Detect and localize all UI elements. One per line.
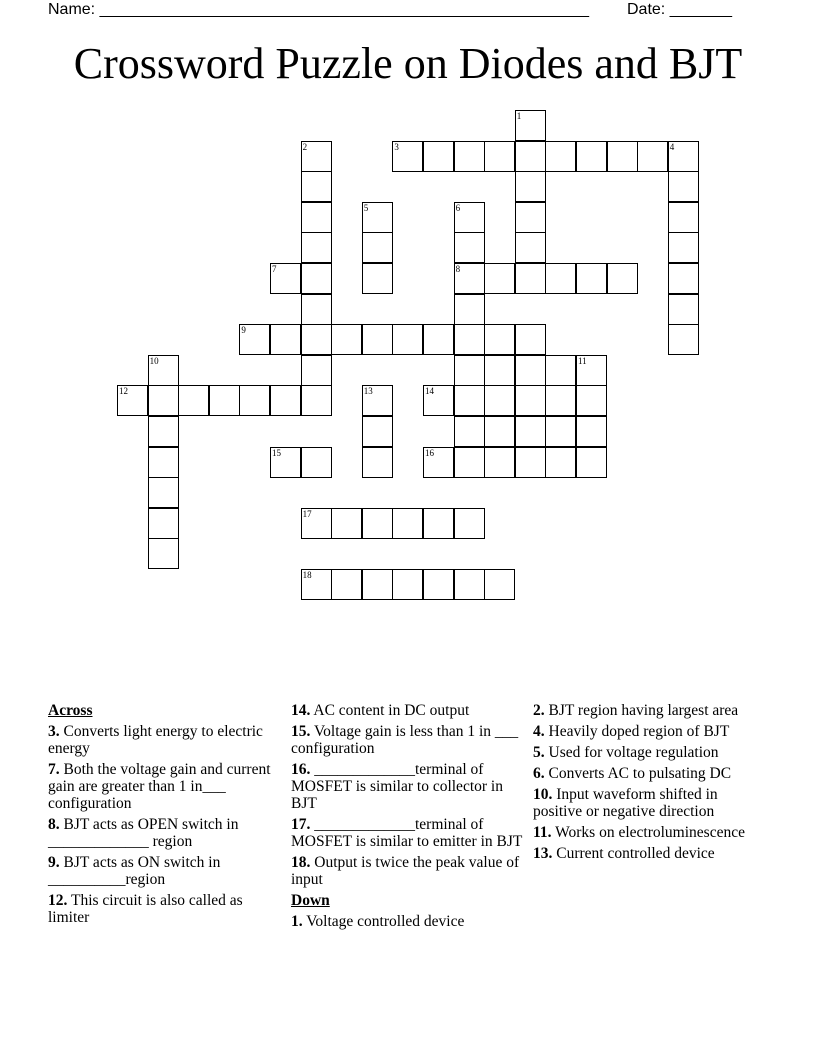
grid-cell[interactable] bbox=[668, 202, 699, 233]
grid-cell[interactable] bbox=[454, 385, 485, 416]
grid-cell[interactable] bbox=[117, 385, 148, 416]
grid-cell[interactable] bbox=[270, 385, 301, 416]
clues-column-1 bbox=[48, 702, 280, 930]
grid-cell[interactable] bbox=[148, 477, 179, 508]
grid-cell[interactable] bbox=[454, 508, 485, 539]
grid-cell[interactable] bbox=[331, 508, 362, 539]
grid-cell[interactable] bbox=[576, 263, 607, 294]
grid-cell[interactable] bbox=[515, 324, 546, 355]
clue-across-15: 15. Voltage gain is less than 1 in ___ configuration bbox=[291, 723, 519, 757]
clues-column-3 bbox=[533, 702, 765, 866]
grid-cell[interactable] bbox=[515, 202, 546, 233]
grid-cell[interactable] bbox=[423, 385, 454, 416]
grid-cell[interactable] bbox=[668, 141, 699, 172]
grid-cell[interactable] bbox=[545, 416, 576, 447]
grid-cell[interactable] bbox=[454, 324, 485, 355]
grid-cell[interactable] bbox=[423, 141, 454, 172]
clue-across-9: 9. BJT acts as ON switch in __________region bbox=[48, 854, 221, 888]
grid-cell[interactable] bbox=[545, 263, 576, 294]
grid-cell[interactable] bbox=[607, 141, 638, 172]
clue-number-17: 17 bbox=[302, 508, 312, 519]
grid-cell[interactable] bbox=[668, 263, 699, 294]
date-field[interactable]: Date: _______ bbox=[627, 1, 732, 18]
grid-cell[interactable] bbox=[362, 232, 393, 263]
grid-cell[interactable] bbox=[515, 447, 546, 478]
grid-cell[interactable] bbox=[301, 324, 332, 355]
grid-cell[interactable] bbox=[515, 385, 546, 416]
grid-cell[interactable] bbox=[668, 232, 699, 263]
name-field[interactable]: Name: _______________________________________________________ bbox=[48, 1, 589, 18]
grid-cell[interactable] bbox=[331, 569, 362, 600]
clue-number-10: 10 bbox=[149, 355, 159, 366]
grid-cell[interactable] bbox=[515, 171, 546, 202]
grid-cell[interactable] bbox=[668, 324, 699, 355]
grid-cell[interactable] bbox=[454, 232, 485, 263]
grid-cell[interactable] bbox=[362, 569, 393, 600]
grid-cell[interactable] bbox=[362, 385, 393, 416]
grid-cell[interactable] bbox=[454, 202, 485, 233]
grid-cell[interactable] bbox=[148, 416, 179, 447]
grid-cell[interactable] bbox=[301, 569, 332, 600]
grid-cell[interactable] bbox=[454, 355, 485, 386]
grid-cell[interactable] bbox=[515, 355, 546, 386]
clue-down-5: 5. Used for voltage regulation bbox=[533, 744, 719, 761]
clue-across-16: 16. _____________terminal of MOSFET is similar to collector in BJT bbox=[291, 761, 503, 812]
grid-cell[interactable] bbox=[301, 294, 332, 325]
grid-cell[interactable] bbox=[545, 141, 576, 172]
clues-column-2 bbox=[291, 702, 523, 934]
grid-cell[interactable] bbox=[515, 263, 546, 294]
clue-number-16: 16 bbox=[425, 447, 434, 458]
grid-cell[interactable] bbox=[607, 263, 638, 294]
grid-cell[interactable] bbox=[239, 385, 270, 416]
clue-number-8: 8 bbox=[455, 264, 461, 274]
clue-number-14: 14 bbox=[425, 386, 434, 397]
clue-number-13: 13 bbox=[363, 386, 373, 397]
clue-across-12: 12. This circuit is also called as limiter bbox=[48, 892, 243, 926]
grid-cell[interactable] bbox=[239, 324, 270, 355]
grid-cell[interactable] bbox=[270, 447, 301, 478]
grid-cell[interactable] bbox=[148, 508, 179, 539]
clue-down-4: 4. Heavily doped region of BJT bbox=[533, 723, 730, 740]
grid-cell[interactable] bbox=[515, 141, 546, 172]
grid-cell[interactable] bbox=[484, 447, 515, 478]
clue-down-6: 6. Converts AC to pulsating DC bbox=[533, 765, 732, 782]
grid-cell[interactable] bbox=[668, 294, 699, 325]
grid-cell[interactable] bbox=[209, 385, 240, 416]
clue-down-1: 1. Voltage controlled device bbox=[291, 913, 465, 930]
grid-cell[interactable] bbox=[484, 355, 515, 386]
grid-cell[interactable] bbox=[454, 141, 485, 172]
grid-cell[interactable] bbox=[362, 416, 393, 447]
clue-number-3: 3 bbox=[394, 141, 399, 152]
grid-cell[interactable] bbox=[545, 385, 576, 416]
down-heading: Down bbox=[291, 892, 330, 909]
grid-cell[interactable] bbox=[270, 263, 301, 294]
grid-cell[interactable] bbox=[362, 508, 393, 539]
grid-cell[interactable] bbox=[301, 171, 332, 202]
grid-cell[interactable] bbox=[637, 141, 668, 172]
clue-number-1: 1 bbox=[516, 111, 522, 121]
clue-across-8: 8. BJT acts as OPEN switch in _____________ region bbox=[48, 816, 239, 850]
clue-down-11: 11. Works on electroluminescence bbox=[533, 824, 745, 841]
grid-cell[interactable] bbox=[576, 385, 607, 416]
grid-cell[interactable] bbox=[392, 324, 423, 355]
grid-cell[interactable] bbox=[392, 508, 423, 539]
grid-cell[interactable] bbox=[515, 416, 546, 447]
clue-across-7: 7. Both the voltage gain and current gain are greater than 1 in___ configuration bbox=[48, 761, 271, 812]
page-title: Crossword Puzzle on Diodes and BJT bbox=[73, 39, 743, 88]
grid-cell[interactable] bbox=[392, 569, 423, 600]
clue-number-4: 4 bbox=[669, 141, 675, 152]
grid-cell[interactable] bbox=[362, 324, 393, 355]
grid-cell[interactable] bbox=[301, 447, 332, 478]
grid-cell[interactable] bbox=[423, 569, 454, 600]
grid-cell[interactable] bbox=[148, 538, 179, 569]
grid-cell[interactable] bbox=[576, 355, 607, 386]
grid-cell[interactable] bbox=[515, 232, 546, 263]
grid-cell[interactable] bbox=[576, 141, 607, 172]
clue-down-10: 10. Input waveform shifted in positive or negative direction bbox=[533, 786, 718, 820]
clue-across-17: 17. _____________terminal of MOSFET is similar to emitter in BJT bbox=[291, 816, 523, 850]
clue-number-12: 12 bbox=[119, 386, 128, 397]
clue-number-7: 7 bbox=[272, 264, 277, 274]
grid-cell[interactable] bbox=[301, 232, 332, 263]
clue-across-14: 14. AC content in DC output bbox=[291, 702, 470, 719]
grid-cell[interactable] bbox=[545, 447, 576, 478]
grid-cell[interactable] bbox=[423, 447, 454, 478]
clue-down-13: 13. Current controlled device bbox=[533, 845, 715, 862]
grid-cell[interactable] bbox=[454, 447, 485, 478]
grid-cell[interactable] bbox=[454, 294, 485, 325]
grid-cell[interactable] bbox=[301, 263, 332, 294]
grid-cell[interactable] bbox=[576, 416, 607, 447]
grid-cell[interactable] bbox=[362, 263, 393, 294]
grid-cell[interactable] bbox=[301, 355, 332, 386]
grid-cell[interactable] bbox=[484, 416, 515, 447]
clue-number-6: 6 bbox=[455, 202, 461, 213]
grid-cell[interactable] bbox=[301, 202, 332, 233]
clue-down-2: 2. BJT region having largest area bbox=[533, 702, 739, 719]
grid-cell[interactable] bbox=[423, 324, 454, 355]
grid-cell[interactable] bbox=[515, 110, 546, 141]
clue-number-18: 18 bbox=[302, 570, 312, 580]
grid-cell[interactable] bbox=[484, 324, 515, 355]
grid-cell[interactable] bbox=[362, 447, 393, 478]
grid-cell[interactable] bbox=[301, 141, 332, 172]
grid-cell[interactable] bbox=[270, 324, 301, 355]
grid-cell[interactable] bbox=[668, 171, 699, 202]
grid-cell[interactable] bbox=[392, 141, 423, 172]
clue-number-5: 5 bbox=[363, 202, 369, 213]
grid-cell[interactable] bbox=[545, 355, 576, 386]
grid-cell[interactable] bbox=[484, 263, 515, 294]
grid-cell[interactable] bbox=[301, 385, 332, 416]
grid-cell[interactable] bbox=[301, 508, 332, 539]
grid-cell[interactable] bbox=[454, 569, 485, 600]
clue-number-9: 9 bbox=[241, 325, 246, 336]
clue-across-3: 3. Converts light energy to electric energy bbox=[48, 723, 263, 757]
grid-cell[interactable] bbox=[148, 447, 179, 478]
clue-number-15: 15 bbox=[272, 447, 281, 458]
clue-number-2: 2 bbox=[302, 141, 308, 152]
grid-cell[interactable] bbox=[454, 263, 485, 294]
grid-cell[interactable] bbox=[362, 202, 393, 233]
grid-cell[interactable] bbox=[423, 508, 454, 539]
clue-across-18: 18. Output is twice the peak value of input bbox=[291, 854, 520, 888]
clue-number-11: 11 bbox=[578, 355, 587, 366]
grid-cell[interactable] bbox=[484, 141, 515, 172]
grid-cell[interactable] bbox=[148, 385, 179, 416]
grid-cell[interactable] bbox=[484, 569, 515, 600]
grid-cell[interactable] bbox=[576, 447, 607, 478]
across-heading: Across bbox=[48, 702, 93, 719]
grid-cell[interactable] bbox=[331, 324, 362, 355]
grid-cell[interactable] bbox=[148, 355, 179, 386]
grid-cell[interactable] bbox=[178, 385, 209, 416]
grid-cell[interactable] bbox=[484, 385, 515, 416]
grid-cell[interactable] bbox=[454, 416, 485, 447]
